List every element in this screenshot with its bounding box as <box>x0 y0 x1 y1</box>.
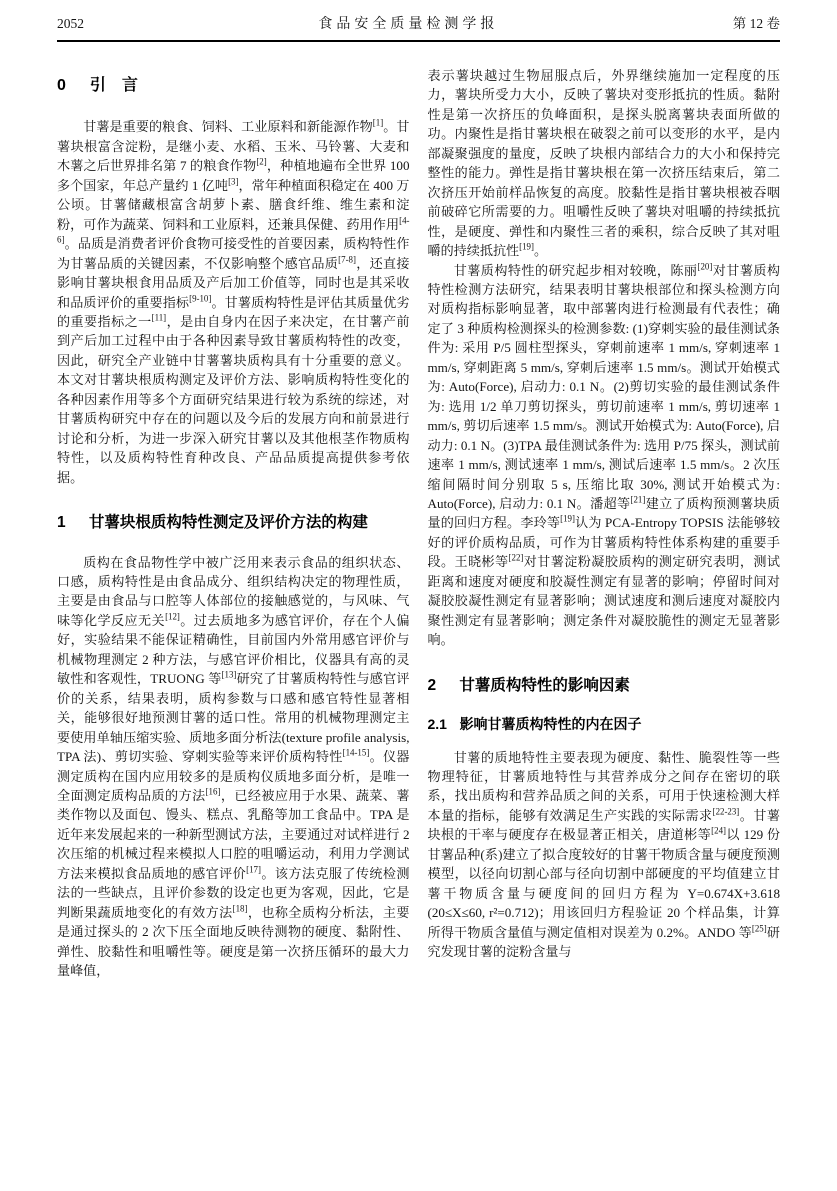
section-2-heading <box>428 676 781 695</box>
page-number: 2052 <box>57 16 84 31</box>
section-1-heading <box>57 513 410 532</box>
section-2-title: 甘薯质构特性的影响因素 <box>459 676 630 694</box>
left-column <box>57 66 410 980</box>
two-column-body <box>57 66 780 980</box>
intro-paragraph: 甘薯是重要的粮食、饲料、工业原料和新能源作物[1]。甘薯块根富含淀粉，是继小麦、水稻、玉米、马铃薯、大麦和木薯之后世界排名第 7 的粮食作物[2]，种植地遍布全世界 100 多个国家，年总产量约 1 亿吨[3]，常年种植面积稳定在 400 万公顷。甘薯储藏根富含胡萝卜素、膳食纤维、维生素和淀粉，可作为蔬菜、饲料和工业原料，还兼具保健、药用作用[4-6]。品质是消费者评价食物可接受性的首要因素，质构特性作为甘薯品质的关键因素，不仅影响整个感官品质[7-8]，还直接影响甘薯块根食用品质及产后加工价值等，同时也是其采收和品质评价的重要指标[9-10]。甘薯质构特性是评估其质量优劣的重要指标之一[11]，是由自身内在因子来决定，在甘薯产前到产后加工过程中由于各种因素导致甘薯质构特性的改变，因此，研究全产业链中甘薯薯块质构具有十分重要的意义。本文对甘薯块根质构测定及评价方法、影响质构特性变化的各种因素作用等多个方面研究结果进行较为系统的综述，对甘薯质构研究中存在的问题以及今后的发展方向和前景进行讨论和分析，为进一步深入研究甘薯以及其他根茎作物质构特性，以及质构特性育种改良、产品品质提高提供参考依据。 <box>57 118 410 485</box>
section-1-methods-paragraph: 甘薯质构特性的研究起步相对较晚，陈丽[20]对甘薯质构特性检测方法研究，结果表明甘薯块根部位和探头检测方向对质构指标影响显著，取中部薯肉进行检测最有代表性；确定了 3 种质构检测探头的检测参数: (1)穿刺实验的最佳测试条件为: 采用 P/5 圆柱型探头，穿刺前速率 1 mm/s, 穿刺速率 1 mm/s, 穿刺距离 5 mm/s, 穿刺后速率 1.5 mm/s。测试开始模式为: Auto(Force), 启动力: 0.1 N。(2)剪切实验的最佳测试条件为: 选用 1/2 单刀剪切探头，剪切前速率 1 mm/s, 剪切速率 1 mm/s, 剪切后速率 1.5 mm/s。测试开始模式为: Auto(Force), 启动力: 0.1 N。(3)TPA 最佳测试条件为: 选用 P/75 探头，测试前速率 1 mm/s, 测试速率 1 mm/s, 测试后速率 1.5 mm/s。2 次压缩间隔时间分别取 5 s, 压缩比取 30%, 测试开始模式为: Auto(Force), 启动力: 0.1 N。潘超等[21]建立了质构预测薯块质量的回归方程。李玲等[19]认为 PCA-Entropy TOPSIS 法能够较好的评价质构品质，可作为甘薯质构特性体系构建的重要手段。王晓彬等[22]对甘薯淀粉凝胶质构的测定研究表明，测试距离和速度对硬度和胶凝性测定有显著的影响；停留时间对凝胶胶凝性测定有显著影响；测试速度和测后速度对凝胶内聚性测定有显著影响；测定条件对凝胶脆性的测定无显著影响。 <box>427 261 781 648</box>
section-2-1-heading <box>428 715 781 734</box>
section-2-1-title: 影响甘薯质构特性的内在因子 <box>459 716 642 733</box>
section-1-title: 甘薯块根质构特性测定及评价方法的构建 <box>88 514 368 532</box>
internal-factors-paragraph: 甘薯的质地特性主要表现为硬度、黏性、脆裂性等一些物理特征，甘薯质地特性与其营养成分之间存在密切的联系，找出质构和营养品质之间的关系，可用于快速检测大样本量的指标，能够有效满足生产实践的实际需求[22-23]。甘薯块根的干率与硬度存在极显著正相关，唐道彬等[24]以 129 份甘薯品种(系)建立了拟合度较好的甘薯干物质含量与硬度预测模型，以径向切割心部与径向切割中部硬度的平均值建立甘薯干物质含量与硬度间的回归方程为 Y=0.674X+3.618 (20≤X≤60, r²=0.712)；用该回归方程验证 20 个样品集，计算所得干物质含量值与测定值相对误差为 0.2%。ANDO 等[25]研究发现甘薯的淀粉含量与 <box>427 749 781 960</box>
right-column <box>428 66 781 980</box>
section-2-number: 2 <box>427 676 437 694</box>
section-0-title: 引 言 <box>89 77 138 94</box>
section-1-paragraph-continued: 表示薯块越过生物屈服点后，外界继续施加一定程度的压力，薯块所受力大小，反映了薯块对变形抵抗的性质。黏附性是第一次挤压的负峰面积，是探头脱离薯块表面所做的功。内聚性是指甘薯块根在破裂之前可以变形的水平，是内部凝聚强度的量度，反映了块根内部结合力的大小和保持完整性的能力。弹性是指甘薯块根在第一次挤压结束后，第二次挤压开始前样品恢复的高度。胶黏性是指甘薯块根被吞咽前破碎它所需要的力。咀嚼性反映了薯块对咀嚼的持续抵抗性，是硬度、弹性和内聚性三者的乘积，综合反映了其对咀嚼的持续抵抗性[19]。 <box>427 68 780 259</box>
section-1-number: 1 <box>57 514 66 532</box>
section-0-number: 0 <box>57 77 66 94</box>
running-head <box>57 12 780 42</box>
section-2-1-number: 2.1 <box>427 716 447 733</box>
volume-label: 第 12 卷 <box>732 16 780 31</box>
section-1-paragraph-left: 质构在食品物性学中被广泛用来表示食品的组织状态、口感，质构特性是由食品成分、组织结构决定的物理性质，主要是由食品与口腔等人体部位的接触感觉的，与风味、气味等化学反应无关[12]。过去质地多为感官评价，存在个人偏好，实验结果不能保证精确性，目前国内外常用感官评价与机械物理测定 2 种方法，与感官评价相比，仪器具有高的灵敏性和客观性，TRUONG 等[13]研究了甘薯质构特性与感官评价的关系，结果表明，质构参数与口感和感官特性显著相关，能够很好地预测甘薯的适口性。常用的机械物理测定主要使用单轴压缩实验、质地多面分析法(texture profile analysis, TPA 法)、剪切实验、穿刺实验等来评价质构特性[14-15]。仪器测定质构在国内应用较多的是质构仪质地多面分析，是唯一全面测定质构品质的方法[16]，已经被应用于水果、蔬菜、薯类作物以及面包、馒头、糕点、乳酪等加工食品中。TPA 是近年来发展起来的一种新型测试方法，主要通过对试样进行 2 次压缩的机械过程来模拟人口腔的咀嚼运动，利用力学测试方法来模拟食品质地的感官评价[17]。该方法克服了传统检测法的一些缺点，且评价参数的设定也更为客观，因此，它是判断果蔬质地变化的有效方法[18]，也称全质构分析法，主要是通过探头的 2 次下压全面地反映待测物的硬度、黏附性、弹性、胶黏性和咀嚼性等。硬度是第一次挤压循环的最大力量峰值， <box>57 554 410 979</box>
journal-title: 食品安全质量检测学报 <box>318 17 499 32</box>
section-0-heading <box>57 76 410 95</box>
